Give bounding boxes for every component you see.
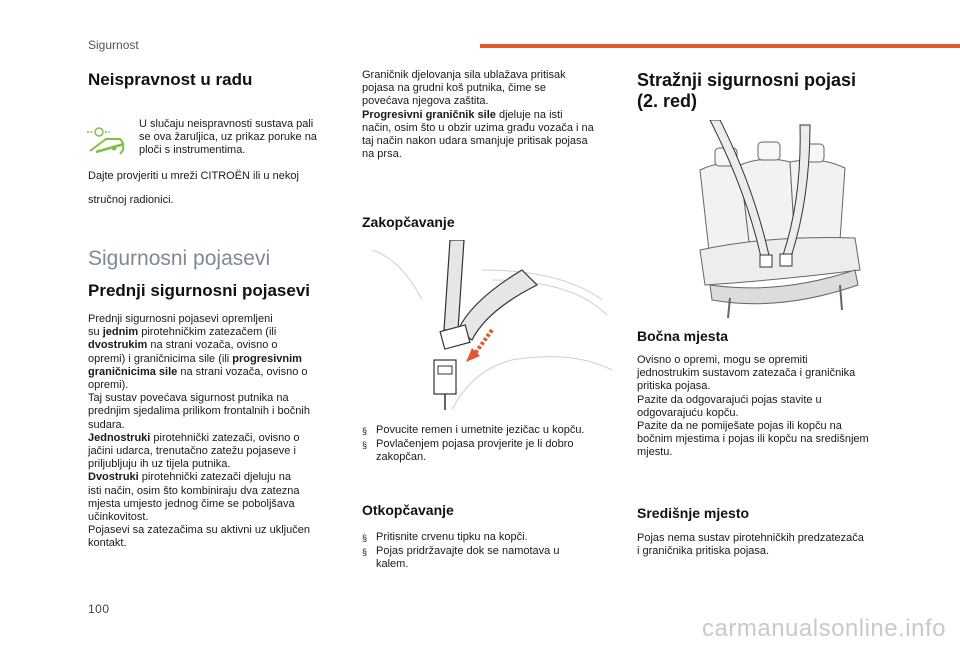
buckling-title: Zakopčavanje — [362, 214, 455, 230]
list-item: § Pritisnite crvenu tipku na kopči. — [362, 531, 622, 545]
text-line: učinkovitost. — [88, 511, 149, 524]
text-line: način, osim što u obzir uzima građu vozača i na — [362, 121, 594, 134]
text-line: bočnim mjestima i pojas ili kopču na središnjem — [637, 433, 869, 446]
text-line: prednjim sjedalima prilikom frontalnih i bočnih — [88, 405, 310, 418]
text-line: opremi) i graničnicima sile (ili progresivnim — [88, 352, 302, 365]
text-line: su jednim pirotehničkim zatezačem (ili — [88, 326, 277, 339]
rear-belts-title: Stražnji sigurnosni pojasi (2. red) — [637, 70, 857, 111]
text-line: jačini udarca, trenutačno zatežu pojaseve i — [88, 445, 296, 458]
bullet-icon: § — [362, 440, 368, 451]
seatbelt-warning-icon — [84, 124, 130, 158]
text-line: priljubljuju ih uz tijela putnika. — [88, 458, 231, 471]
list-item: § Povlačenjem pojasa provjerite je li dobro zakopčan. — [362, 438, 574, 464]
center-seat-title: Središnje mjesto — [637, 505, 750, 521]
text-line: U slučaju neispravnosti sustava pali — [139, 118, 314, 130]
text-line: se ova žaruljica, uz prikaz poruke na — [139, 131, 317, 144]
text-line: graničnicima sile na strani vozača, ovisno o — [88, 365, 308, 378]
belts-section-title: Sigurnosni pojasevi — [88, 247, 271, 270]
side-seats-description — [637, 354, 902, 460]
bullet-icon: § — [362, 533, 368, 543]
text-line: sudara. — [88, 418, 125, 431]
text-line: mjesta umjesto jednog čime se poboljšava — [88, 497, 295, 510]
header-accent-bar — [480, 44, 960, 48]
page-number: 100 — [88, 602, 110, 616]
text-line: kontakt. — [88, 537, 127, 550]
text-line: pojasa na grudni koš putnika, čime se — [362, 82, 547, 95]
text-line: Dvostruki pirotehnički zatezači djeluju na — [88, 471, 292, 484]
list-item: § Povucite remen i umetnite jezičac u kopču. — [362, 424, 622, 438]
text-line: Ovisno o opremi, mogu se opremiti — [637, 354, 808, 366]
front-belts-description — [88, 313, 350, 551]
text-line: Prednji sigurnosni pojasevi opremljeni — [88, 313, 273, 325]
text-line: na prsa. — [362, 148, 402, 161]
side-seats-title: Bočna mjesta — [637, 328, 729, 344]
text-line: Jednostruki pirotehnički zatezači, ovisno o — [88, 431, 300, 444]
bullet-icon: § — [362, 426, 368, 436]
text-line: ploči s instrumentima. — [139, 144, 246, 157]
text-line: mjestu. — [637, 446, 673, 459]
front-belts-title: Prednji sigurnosni pojasevi — [88, 281, 310, 300]
buckle-illustration — [362, 240, 616, 410]
text-line: dvostrukim na strani vozača, ovisno o — [88, 339, 278, 352]
text-line: Taj sustav povećava sigurnost putnika na — [88, 392, 289, 405]
text-line: povećava njegova zaštita. — [362, 95, 489, 108]
watermark: carmanualsonline.info — [702, 615, 946, 642]
text-line: Graničnik djelovanja sila ublažava pritisak — [362, 69, 566, 81]
fault-title: Neispravnost u radu — [88, 70, 253, 89]
text-line: Progresivni graničnik sile djeluje na isti — [362, 108, 563, 121]
text-line: jednostrukim sustavom zatezača i graničnika — [637, 367, 856, 380]
list-item: § Pojas pridržavajte dok se namotava u kalem. — [362, 545, 560, 571]
text-line: Pojas nema sustav pirotehničkih predzatezača — [637, 532, 864, 544]
fault-description — [139, 118, 339, 158]
unbuckling-title: Otkopčavanje — [362, 502, 454, 518]
force-limiter-description — [362, 69, 624, 161]
text-line: opremi). — [88, 379, 129, 392]
section-label: Sigurnost — [88, 38, 139, 52]
text-line: Pazite da odgovarajući pojas stavite u — [637, 393, 822, 406]
rear-seats-illustration — [670, 120, 890, 320]
text-line: pritiska pojasa. — [637, 380, 711, 393]
text-line: taj način nakon udara smanjuje pritisak pojasa — [362, 135, 588, 148]
check-line-2: stručnoj radionici. — [88, 194, 174, 206]
check-line-1: Dajte provjeriti u mreži CITROËN ili u nekoj — [88, 170, 299, 182]
text-line: Pazite da ne pomiješate pojas ili kopču na — [637, 420, 842, 433]
text-line: odgovarajuću kopču. — [637, 406, 739, 419]
bullet-icon: § — [362, 547, 368, 558]
text-line: Pojasevi sa zatezačima su aktivni uz uključen — [88, 524, 310, 537]
text-line: isti način, osim što kombiniraju dva zatezna — [88, 484, 300, 497]
text-line: i graničnika pritiska pojasa. — [637, 545, 770, 558]
buckling-steps — [362, 424, 622, 465]
center-seat-description — [637, 532, 902, 558]
unbuckling-steps — [362, 531, 622, 572]
